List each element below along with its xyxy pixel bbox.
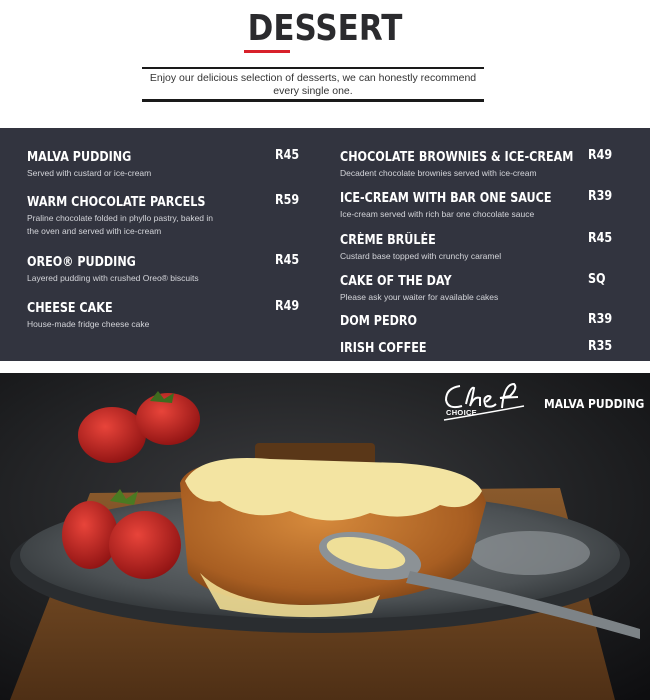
featured-dish-name: MALVA PUDDING — [544, 396, 645, 411]
intro-rule-bottom — [142, 99, 484, 102]
item-name: ICE-CREAM WITH BAR ONE SAUCE — [340, 191, 552, 206]
menu-item-cheese-cake — [27, 299, 300, 331]
chef-choice-logo — [440, 380, 530, 426]
item-name: CHOCOLATE BROWNIES & ICE-CREAM — [340, 150, 574, 165]
item-price: R39 — [588, 312, 613, 327]
intro-rule-top — [142, 67, 484, 69]
menu-item-oreo-pudding — [27, 253, 300, 285]
chef-choice-caption: CHOICE — [446, 408, 477, 417]
intro-text: Enjoy our delicious selection of desserts, we can honestly recommend every single one. — [149, 72, 477, 97]
item-description: House-made fridge cheese cake — [27, 319, 150, 329]
item-price: SQ — [588, 272, 606, 287]
dessert-photo — [0, 373, 650, 700]
item-name: CHEESE CAKE — [27, 301, 113, 316]
item-price: R35 — [588, 339, 613, 354]
item-name: DOM PEDRO — [340, 314, 418, 329]
menu-header — [0, 0, 650, 128]
item-name: IRISH COFFEE — [340, 341, 427, 356]
item-description: Ice-cream served with rich bar one chocolate sauce — [340, 209, 535, 219]
menu-item-warm-chocolate-parcels — [27, 193, 300, 238]
item-description: Served with custard or ice-cream — [27, 168, 152, 178]
item-description: Custard base topped with crunchy caramel — [340, 251, 502, 261]
title-accent-underline — [244, 50, 290, 53]
menu-item-ice-cream-bar-one — [340, 189, 613, 221]
item-price: R39 — [588, 189, 613, 204]
item-price: R45 — [275, 148, 300, 163]
item-description: Decadent chocolate brownies served with ice-cream — [340, 168, 537, 178]
item-price: R45 — [588, 231, 613, 246]
menu-item-creme-brulee — [340, 231, 613, 263]
item-price: R45 — [275, 253, 300, 268]
item-price: R49 — [588, 148, 613, 163]
item-price: R59 — [275, 193, 300, 208]
item-name: CRÈME BRÛLÉE — [340, 233, 436, 248]
menu-item-chocolate-brownies — [340, 148, 611, 180]
menu-item-dom-pedro — [340, 312, 613, 330]
menu-item-cake-of-the-day — [340, 272, 606, 304]
item-description: Please ask your waiter for available cakes — [340, 292, 499, 302]
item-name: WARM CHOCOLATE PARCELS — [27, 195, 206, 210]
item-name: MALVA PUDDING — [27, 150, 132, 165]
menu-item-malva-pudding — [27, 148, 300, 180]
item-price: R49 — [275, 299, 300, 314]
item-name: OREO® PUDDING — [27, 255, 136, 270]
page-title: DESSERT — [247, 8, 403, 49]
item-description: Praline chocolate folded in phyllo pastry, baked in the oven and served with ice-cream — [27, 213, 214, 236]
item-name: CAKE OF THE DAY — [340, 274, 452, 289]
menu-item-irish-coffee — [340, 339, 613, 357]
item-description: Layered pudding with crushed Oreo® biscuits — [27, 273, 199, 283]
